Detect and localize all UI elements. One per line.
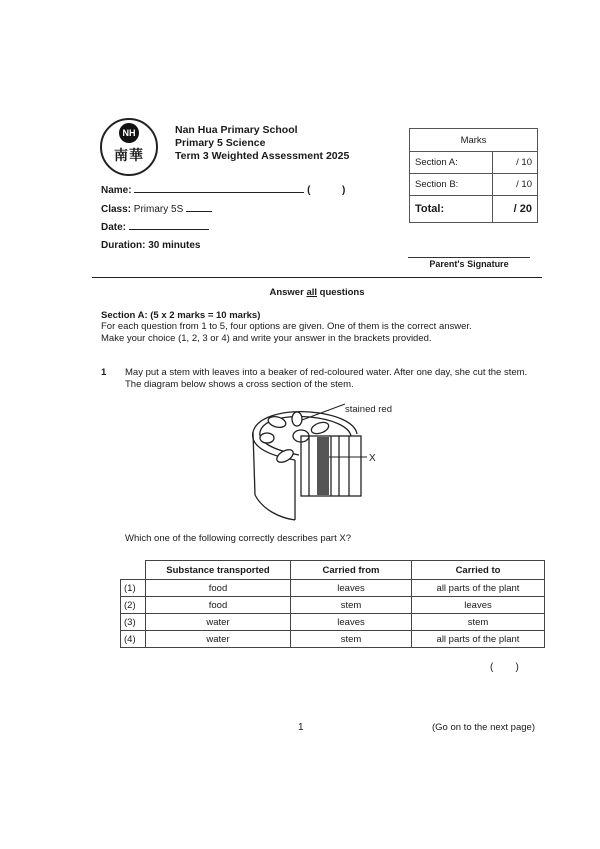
instruction-line-1: For each question from 1 to 5, four options are given. One of them is the correct answer. (101, 321, 472, 332)
cell-carried-from: stem (291, 631, 412, 648)
cell-substance: food (146, 597, 291, 614)
header-carried-from: Carried from (291, 561, 412, 580)
instruction-line-2: Make your choice (1, 2, 3 or 4) and write your answer in the brackets provided. (101, 333, 432, 344)
cell-substance: food (146, 580, 291, 597)
subject-title: Primary 5 Science (175, 137, 266, 149)
logo-chinese-text: 南華 (114, 148, 144, 164)
part-x-label: X (369, 453, 376, 464)
marks-row (410, 174, 538, 196)
marks-table-title: Marks (410, 129, 538, 152)
school-header (175, 124, 349, 163)
header-divider (92, 277, 542, 278)
register-bracket-close: ) (342, 185, 346, 196)
cell-substance: water (146, 614, 291, 631)
marks-row-label: Section B: (410, 174, 493, 196)
school-logo (100, 118, 158, 176)
logo-initials: NH (119, 123, 139, 143)
question-number: 1 (101, 367, 107, 378)
cell-carried-to: leaves (412, 597, 545, 614)
class-label: Class: (101, 204, 132, 215)
parent-signature-label: Parent's Signature (429, 259, 509, 269)
marks-total-label: Total: (410, 196, 493, 223)
class-input-line[interactable] (186, 211, 212, 212)
answer-all-instruction (92, 287, 542, 298)
options-header-row (121, 561, 545, 580)
question-prompt: Which one of the following correctly describes part X? (125, 533, 351, 544)
header-substance: Substance transported (146, 561, 291, 580)
option-number: (3) (121, 614, 146, 631)
cell-carried-to: all parts of the plant (412, 631, 545, 648)
marks-row-label: Section A: (410, 152, 493, 174)
date-field (101, 222, 209, 233)
option-row[interactable] (121, 631, 545, 648)
assessment-title: Term 3 Weighted Assessment 2025 (175, 150, 350, 162)
section-a-heading: Section A: (5 x 2 marks = 10 marks) (101, 310, 261, 321)
option-row[interactable] (121, 597, 545, 614)
cell-carried-from: leaves (291, 614, 412, 631)
stem-outline (253, 412, 361, 520)
cell-carried-to: stem (412, 614, 545, 631)
class-field (101, 204, 212, 215)
option-number: (1) (121, 580, 146, 597)
option-row[interactable] (121, 580, 545, 597)
answer-bracket[interactable]: ( ) (490, 662, 519, 673)
register-bracket-open: ( (307, 185, 311, 196)
answer-all-emphasis: all (306, 287, 317, 298)
name-input-line[interactable] (134, 192, 304, 193)
parent-signature-line[interactable] (408, 257, 530, 258)
marks-total-row (410, 196, 538, 223)
option-number: (4) (121, 631, 146, 648)
answer-suffix: questions (317, 287, 365, 298)
option-row[interactable] (121, 614, 545, 631)
school-name: Nan Hua Primary School (175, 124, 298, 136)
option-number-header (121, 561, 146, 580)
continue-note: (Go on to the next page) (432, 722, 535, 733)
class-value: Primary 5S (133, 204, 184, 215)
date-input-line[interactable] (129, 229, 209, 230)
options-table (120, 560, 545, 648)
cell-carried-from: stem (291, 597, 412, 614)
stained-red-label: stained red (345, 404, 393, 415)
option-number: (2) (121, 597, 146, 614)
cell-carried-from: leaves (291, 580, 412, 597)
marks-row-value[interactable]: / 10 (493, 152, 538, 174)
name-field (101, 185, 345, 196)
stem-cross-section-diagram (225, 400, 395, 525)
marks-row (410, 152, 538, 174)
stained-xylem-strip (317, 437, 329, 495)
question-text: May put a stem with leaves into a beaker of red-coloured water. After one day, she cut the stem. The diagram below shows a cross section of the stem. (125, 367, 528, 390)
cell-substance: water (146, 631, 291, 648)
marks-total-value[interactable]: / 20 (493, 196, 538, 223)
cell-carried-to: all parts of the plant (412, 580, 545, 597)
page-number: 1 (298, 722, 304, 733)
name-label: Name: (101, 185, 132, 196)
header-carried-to: Carried to (412, 561, 545, 580)
marks-table (409, 128, 538, 223)
answer-prefix: Answer (269, 287, 307, 298)
marks-row-value[interactable]: / 10 (493, 174, 538, 196)
duration-text: Duration: 30 minutes (101, 240, 201, 251)
date-label: Date: (101, 222, 127, 233)
